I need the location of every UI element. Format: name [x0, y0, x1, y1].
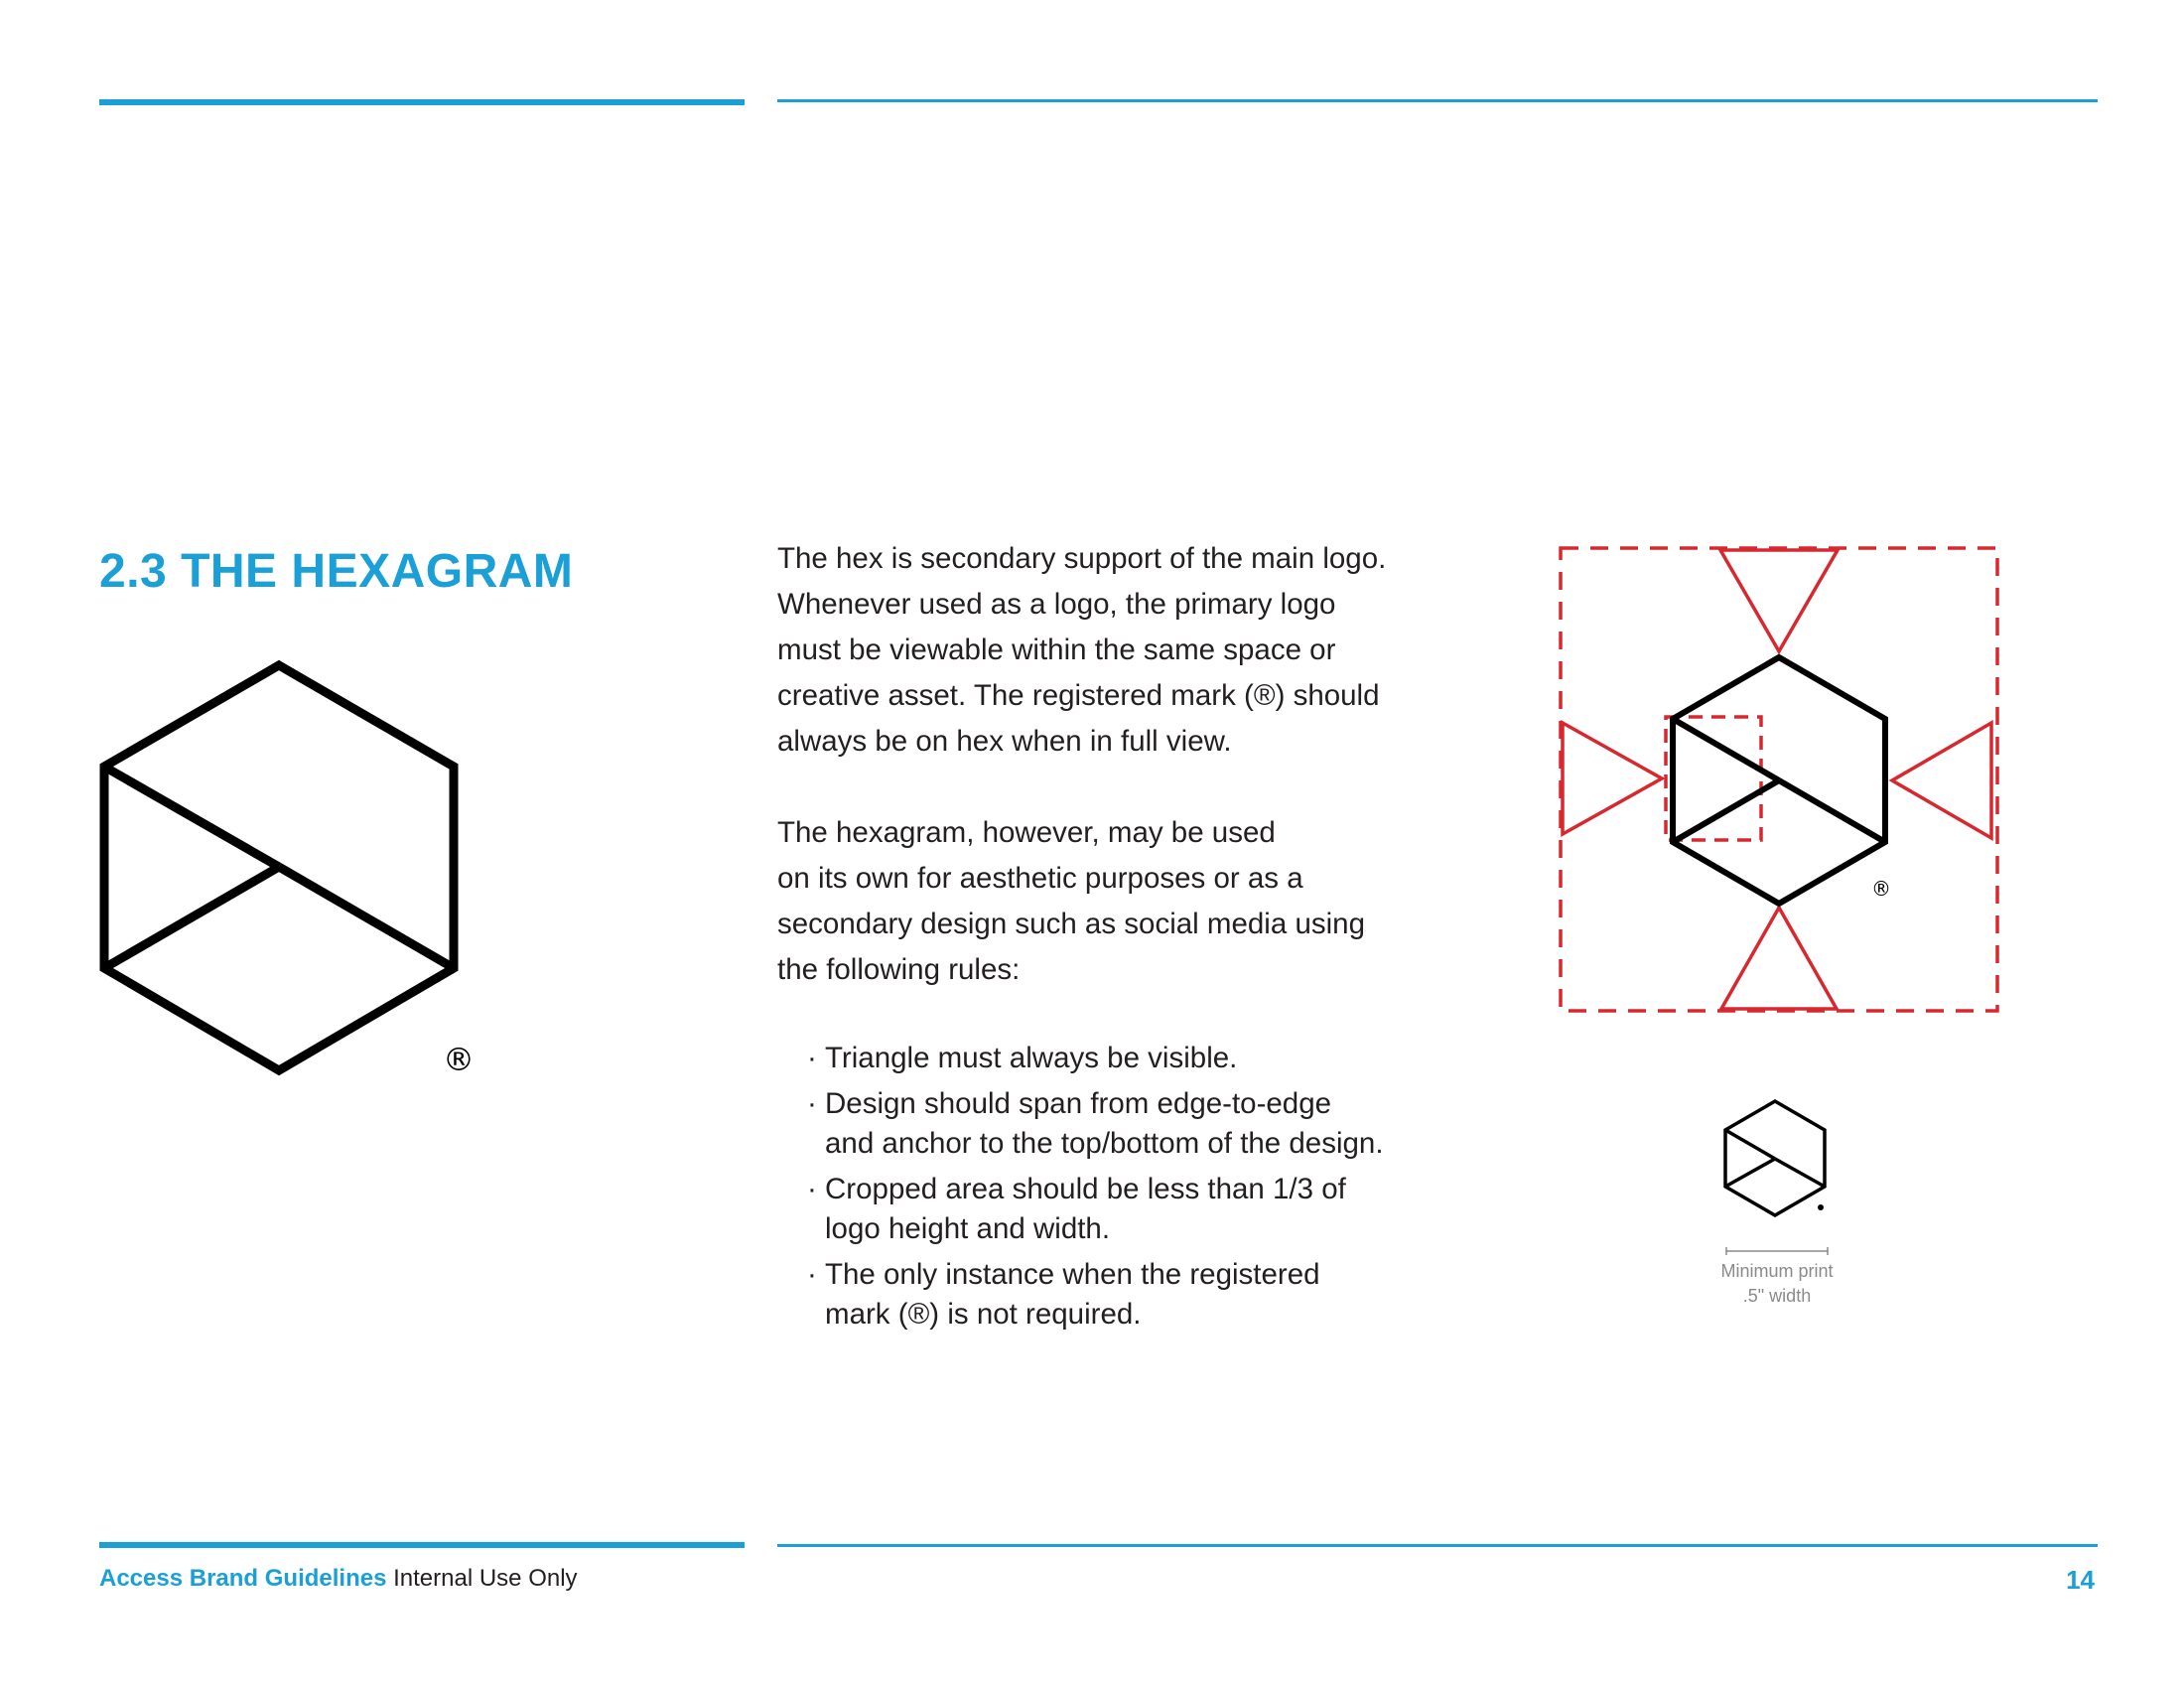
paragraph-two-line: the following rules: [777, 953, 1021, 986]
footer-label [99, 1565, 578, 1593]
bullet-icon: · [807, 1173, 817, 1205]
paragraph-one-line: must be viewable within the same space or [777, 633, 1336, 666]
hexagram-upper-diagonal [104, 767, 279, 867]
min-print-hexagram-icon [1723, 1098, 1833, 1219]
paragraph-one-line: always be on hex when in full view. [777, 725, 1232, 758]
rule-line: The only instance when the registered [825, 1258, 1320, 1291]
paragraph-one [777, 536, 1472, 765]
rule-line: Design should span from edge-to-edge [825, 1087, 1332, 1120]
section-title: 2.3 THE HEXAGRAM [99, 545, 574, 598]
min-print-size: .5" width [1742, 1286, 1812, 1306]
right-arrow-triangle [1892, 723, 1991, 838]
rule-item [807, 1084, 1472, 1164]
rule-line: mark (®) is not required. [825, 1298, 1142, 1331]
paragraph-two-line: secondary design such as social media using [777, 908, 1365, 940]
rule-item [807, 1255, 1472, 1335]
rule-item [807, 1170, 1472, 1249]
diagram-hexagram-upper-diagonal [1673, 719, 1779, 780]
hexagram-centre-to-corner [279, 867, 454, 968]
diagram-hexagram-lower-diagonal [1673, 780, 1779, 842]
paragraph-one-line: creative asset. The registered mark (®) should [777, 679, 1380, 712]
min-print-registered-mark-icon [1818, 1204, 1824, 1210]
rule-line: logo height and width. [825, 1212, 1111, 1245]
rule-line: Triangle must always be visible. [825, 1042, 1238, 1074]
paragraph-two-line: The hexagram, however, may be used [777, 816, 1276, 849]
bottom-arrow-triangle [1721, 908, 1837, 1009]
min-print-label: Minimum print [1720, 1261, 1834, 1281]
paragraph-one-line: The hex is secondary support of the main logo. [777, 542, 1387, 575]
rule-line: Cropped area should be less than 1/3 of [825, 1173, 1346, 1205]
paragraph-one-line: Whenever used as a logo, the primary logo [777, 588, 1336, 621]
paragraph-two-line: on its own for aesthetic purposes or as a [777, 862, 1303, 895]
left-arrow-triangle [1563, 723, 1662, 834]
body-copy [777, 536, 1472, 1340]
footer-brand: Access Brand Guidelines [99, 1565, 387, 1592]
diagram-registered-mark: ® [1871, 877, 1891, 901]
diagram-hexagram-centre-to-corner [1779, 780, 1885, 842]
rules-list [777, 1039, 1472, 1335]
paragraph-two [777, 810, 1472, 993]
hexagram-logo-icon [95, 655, 492, 1082]
header-rule-left [99, 99, 745, 105]
hexagram-usage-diagram [1549, 536, 2025, 1013]
min-print-dimension-line [1725, 1246, 1829, 1256]
bullet-icon: · [807, 1258, 817, 1291]
rule-line: and anchor to the top/bottom of the design. [825, 1127, 1384, 1160]
min-print-caption [1678, 1259, 1876, 1309]
logo-registered-mark: ® [443, 1041, 475, 1078]
header-rule-right [777, 99, 2098, 102]
footer-rule-left [99, 1542, 745, 1548]
bullet-icon: · [807, 1042, 817, 1074]
page-number: 14 [2066, 1565, 2095, 1595]
footer-rule-right [777, 1544, 2098, 1547]
rule-item [807, 1039, 1472, 1078]
bullet-icon: · [807, 1087, 817, 1120]
top-arrow-triangle [1720, 550, 1838, 651]
footer-usage: Internal Use Only [393, 1565, 578, 1592]
hexagram-lower-diagonal [104, 867, 279, 968]
